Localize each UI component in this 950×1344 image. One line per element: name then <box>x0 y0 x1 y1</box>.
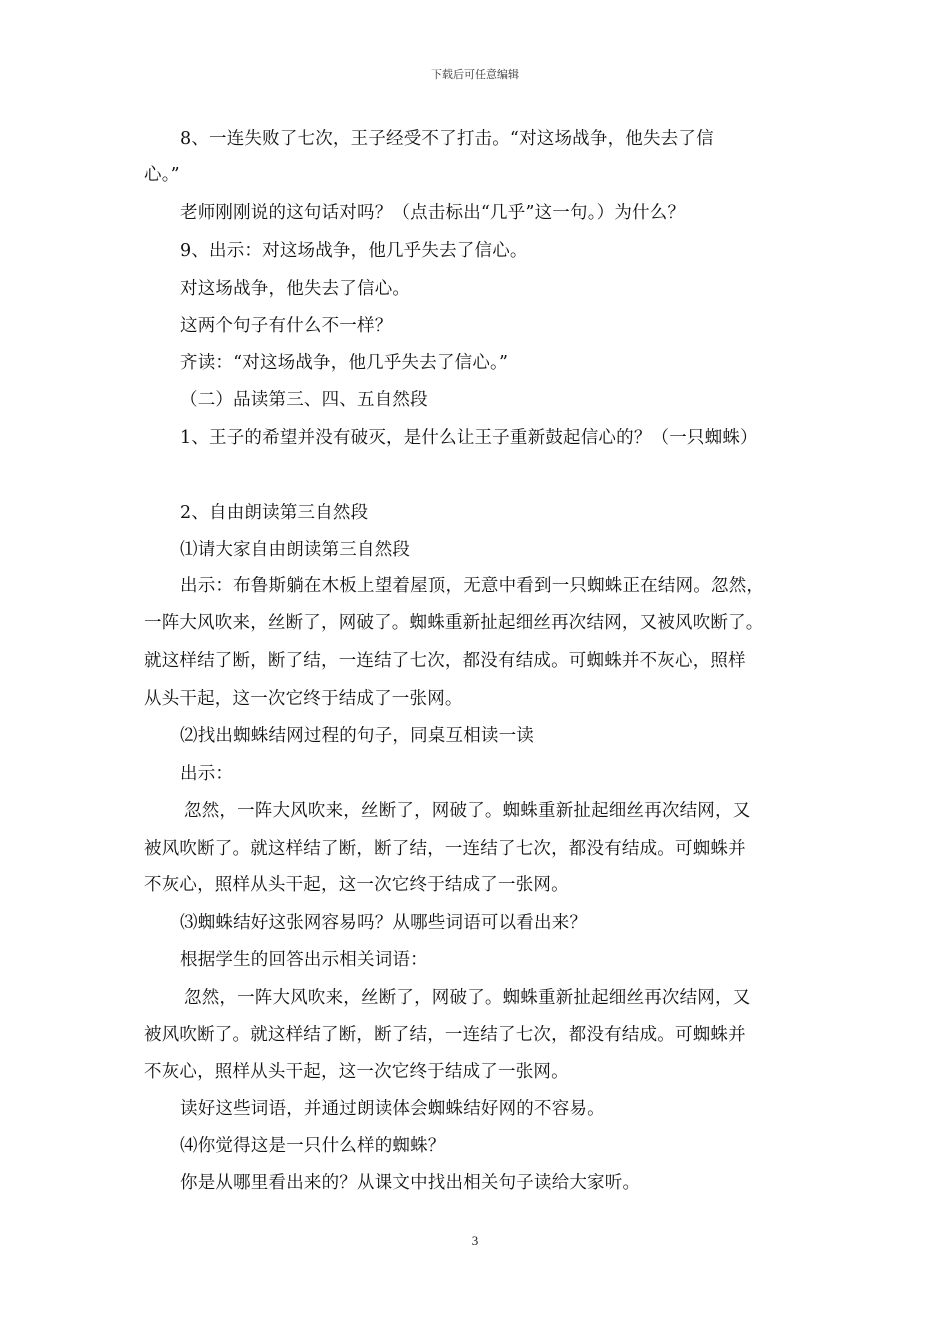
text-line: 齐读：“对这场战争，他几乎失去了信心。” <box>180 353 509 373</box>
text-line: 心。” <box>144 165 180 185</box>
text-line: ⑴请大家自由朗读第三自然段 <box>180 540 411 560</box>
text-line: 老师刚刚说的这句话对吗？（点击标出“几乎”这一句。）为什么？ <box>180 203 686 223</box>
text-line: 被风吹断了。就这样结了断，断了结，一连结了七次，都没有结成。可蜘蛛并 <box>144 839 746 859</box>
text-line: ⑷你觉得这是一只什么样的蜘蛛？ <box>180 1136 446 1156</box>
text-line: 1、王子的希望并没有破灭，是什么让王子重新鼓起信心的？（一只蜘蛛） <box>180 428 758 448</box>
text-line: ⑵找出蜘蛛结网过程的句子，同桌互相读一读 <box>180 726 534 746</box>
text-line: 读好这些词语，并通过朗读体会蜘蛛结好网的不容易。 <box>180 1099 605 1119</box>
text-line: 不灰心，照样从头干起，这一次它终于结成了一张网。 <box>144 875 569 895</box>
text-line: 出示： <box>180 764 234 784</box>
text-line: 根据学生的回答出示相关词语： <box>180 950 428 970</box>
text-line: 出示：布鲁斯躺在木板上望着屋顶，无意中看到一只蜘蛛正在结网。忽然， <box>180 576 765 596</box>
text-line: 被风吹断了。就这样结了断，断了结，一连结了七次，都没有结成。可蜘蛛并 <box>144 1025 746 1045</box>
text-line: ⑶蜘蛛结好这张网容易吗？从哪些词语可以看出来？ <box>180 913 588 933</box>
text-line: 忽然，一阵大风吹来，丝断了，网破了。蜘蛛重新扯起细丝再次结网，又 <box>184 801 751 821</box>
text-line: 你是从哪里看出来的？从课文中找出相关句子读给大家听。 <box>180 1173 641 1193</box>
section-heading: （二）品读第三、四、五自然段 <box>180 390 428 410</box>
text-line: 不灰心，照样从头干起，这一次它终于结成了一张网。 <box>144 1062 569 1082</box>
text-line: 2、自由朗读第三自然段 <box>180 503 369 523</box>
text-line: 8、一连失败了七次，王子经受不了打击。“对这场战争，他失去了信 <box>180 129 714 149</box>
text-line: 从头干起，这一次它终于结成了一张网。 <box>144 689 463 709</box>
text-line: 忽然，一阵大风吹来，丝断了，网破了。蜘蛛重新扯起细丝再次结网，又 <box>184 988 751 1008</box>
text-line: 这两个句子有什么不一样？ <box>180 316 393 336</box>
text-line: 9、出示：对这场战争，他几乎失去了信心。 <box>180 241 528 261</box>
page-number: 3 <box>471 1233 479 1248</box>
text-line: 对这场战争，他失去了信心。 <box>180 279 411 299</box>
text-line: 就这样结了断，断了结，一连结了七次，都没有结成。可蜘蛛并不灰心，照样 <box>144 651 746 671</box>
page-header: 下载后可任意编辑 <box>431 68 519 81</box>
text-line: 一阵大风吹来，丝断了，网破了。蜘蛛重新扯起细丝再次结网，又被风吹断了。 <box>144 613 764 633</box>
